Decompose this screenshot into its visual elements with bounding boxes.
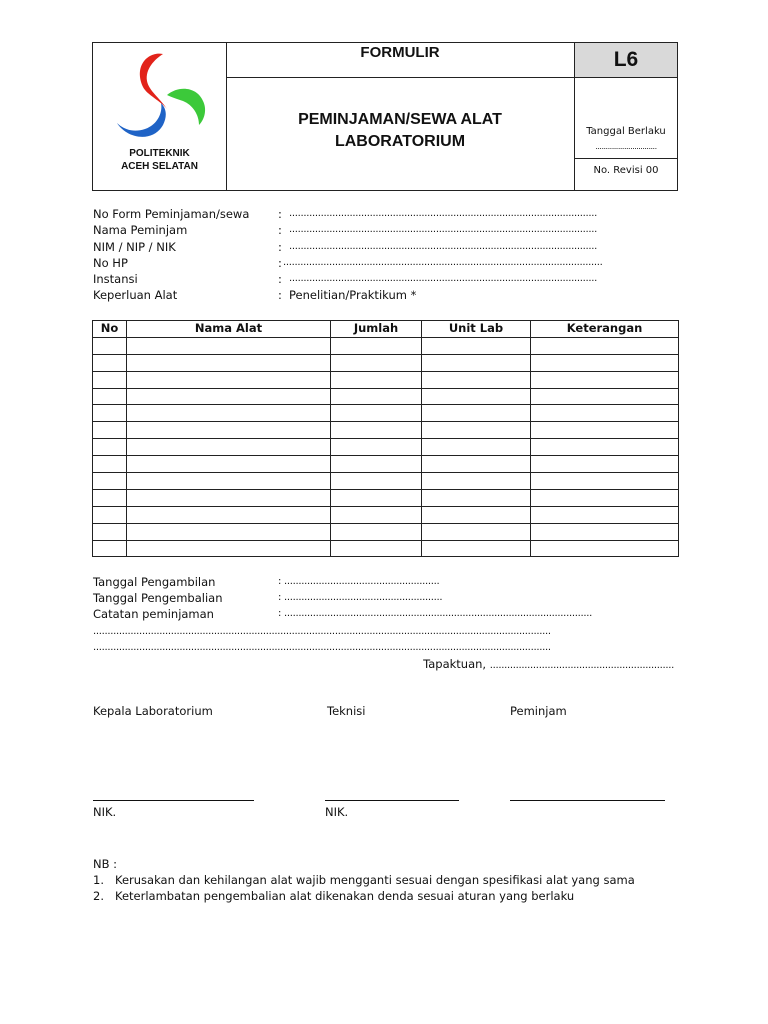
form-number-input[interactable]: ........................................................................................................... xyxy=(289,208,598,219)
title-line1: PEMINJAMAN/SEWA ALAT xyxy=(298,111,502,128)
cell-lab-unit[interactable] xyxy=(422,422,531,439)
cell-remarks[interactable] xyxy=(531,489,679,506)
cell-lab-unit[interactable] xyxy=(422,388,531,405)
table-row xyxy=(93,405,679,422)
cell-no[interactable] xyxy=(93,439,127,456)
field-pickup-date xyxy=(93,574,683,590)
cell-lab-unit[interactable] xyxy=(422,439,531,456)
header-divider xyxy=(226,77,677,78)
signature-line-head-lab[interactable] xyxy=(93,800,254,801)
cell-quantity[interactable] xyxy=(331,439,422,456)
cell-no[interactable] xyxy=(93,473,127,490)
cell-no[interactable] xyxy=(93,405,127,422)
note-text: Kerusakan dan kehilangan alat wajib mengganti sesuai dengan spesifikasi alat yang sama xyxy=(115,873,635,887)
column-header-no: No xyxy=(93,321,127,338)
cell-lab-unit[interactable] xyxy=(422,456,531,473)
cell-equipment-name[interactable] xyxy=(127,371,331,388)
cell-quantity[interactable] xyxy=(331,354,422,371)
table-row xyxy=(93,337,679,354)
cell-quantity[interactable] xyxy=(331,405,422,422)
form-label: FORMULIR xyxy=(360,44,440,61)
table-row xyxy=(93,473,679,490)
table-header-row xyxy=(93,321,679,338)
cell-remarks[interactable] xyxy=(531,388,679,405)
nik-label-head-lab: NIK. xyxy=(93,805,117,819)
field-separator: : xyxy=(278,223,282,237)
table-row xyxy=(93,506,679,523)
note-text: Keterlambatan pengembalian alat dikenakan denda sesuai aturan yang berlaku xyxy=(115,889,575,903)
cell-remarks[interactable] xyxy=(531,422,679,439)
cell-no[interactable] xyxy=(93,540,127,557)
field-label: Nama Peminjam xyxy=(93,223,188,237)
cell-remarks[interactable] xyxy=(531,540,679,557)
field-loan-notes xyxy=(93,606,683,622)
field-form-number xyxy=(93,206,683,222)
place-label: Tapaktuan, xyxy=(423,657,487,671)
borrower-name-input[interactable]: ........................................................................................................... xyxy=(289,224,598,235)
document-code: L6 xyxy=(575,43,677,77)
cell-quantity[interactable] xyxy=(331,422,422,439)
cell-equipment-name[interactable] xyxy=(127,337,331,354)
cell-no[interactable] xyxy=(93,388,127,405)
field-separator: : xyxy=(278,256,282,270)
field-separator: : xyxy=(278,207,282,221)
header-divider xyxy=(574,158,677,159)
cell-no[interactable] xyxy=(93,354,127,371)
loan-notes-line[interactable]: ............................................................................................................................................................... xyxy=(93,642,551,653)
cell-no[interactable] xyxy=(93,456,127,473)
column-header-equipment-name: Nama Alat xyxy=(127,321,331,338)
field-separator: : xyxy=(278,288,282,302)
cell-lab-unit[interactable] xyxy=(422,405,531,422)
cell-equipment-name[interactable] xyxy=(127,540,331,557)
cell-equipment-name[interactable] xyxy=(127,456,331,473)
cell-no[interactable] xyxy=(93,489,127,506)
table-row xyxy=(93,439,679,456)
field-purpose xyxy=(93,287,683,303)
cell-equipment-name[interactable] xyxy=(127,354,331,371)
column-header-quantity: Jumlah xyxy=(331,321,422,338)
note-number: 2. xyxy=(93,889,104,903)
cell-quantity[interactable] xyxy=(331,371,422,388)
cell-quantity[interactable] xyxy=(331,456,422,473)
cell-remarks[interactable] xyxy=(531,371,679,388)
column-header-remarks: Keterangan xyxy=(531,321,679,338)
place-date-input[interactable]: ................................................................ xyxy=(489,660,674,671)
cell-remarks[interactable] xyxy=(531,506,679,523)
field-label: Keperluan Alat xyxy=(93,288,178,302)
cell-quantity[interactable] xyxy=(331,337,422,354)
table-row xyxy=(93,489,679,506)
effective-date-label: Tanggal Berlaku xyxy=(586,126,666,137)
field-borrower-name xyxy=(93,222,683,238)
table-row xyxy=(93,371,679,388)
field-return-date xyxy=(93,590,683,606)
institution-line2: ACEH SELATAN xyxy=(121,161,198,172)
institution-line1: POLITEKNIK xyxy=(129,148,190,159)
cell-lab-unit[interactable] xyxy=(422,371,531,388)
field-label: No HP xyxy=(93,256,128,270)
cell-quantity[interactable] xyxy=(331,523,422,540)
field-separator: : xyxy=(278,272,282,286)
cell-equipment-name[interactable] xyxy=(127,523,331,540)
field-institution xyxy=(93,271,683,287)
cell-no[interactable] xyxy=(93,506,127,523)
cell-equipment-name[interactable] xyxy=(127,473,331,490)
signature-label-borrower: Peminjam xyxy=(510,704,567,718)
institution-name xyxy=(93,147,226,173)
field-label: No Form Peminjaman/sewa xyxy=(93,207,250,221)
return-date-input[interactable]: : ....................................................... xyxy=(278,592,443,603)
cell-lab-unit[interactable] xyxy=(422,489,531,506)
cell-equipment-name[interactable] xyxy=(127,405,331,422)
institution-logo-icon xyxy=(113,51,207,141)
cell-equipment-name[interactable] xyxy=(127,439,331,456)
cell-lab-unit[interactable] xyxy=(422,337,531,354)
id-number-input[interactable]: ........................................................................................................... xyxy=(289,241,598,252)
cell-equipment-name[interactable] xyxy=(127,506,331,523)
cell-remarks[interactable] xyxy=(531,456,679,473)
signature-label-head-lab: Kepala Laboratorium xyxy=(93,704,213,718)
nik-label-technician: NIK. xyxy=(325,805,349,819)
document-header xyxy=(92,42,678,191)
field-separator: : xyxy=(278,240,282,254)
field-label: Tanggal Pengembalian xyxy=(93,591,223,605)
cell-remarks[interactable] xyxy=(531,439,679,456)
revision-number: No. Revisi 00 xyxy=(593,165,659,176)
institution-input[interactable]: ........................................................................................................... xyxy=(289,273,598,284)
cell-quantity[interactable] xyxy=(331,506,422,523)
cell-remarks[interactable] xyxy=(531,354,679,371)
cell-quantity[interactable] xyxy=(331,489,422,506)
loan-notes-input[interactable]: : ........................................................................................................... xyxy=(278,608,592,619)
title-line2: LABORATORIUM xyxy=(334,133,466,150)
table-row xyxy=(93,456,679,473)
table-row xyxy=(93,354,679,371)
cell-lab-unit[interactable] xyxy=(422,473,531,490)
cell-remarks[interactable] xyxy=(531,337,679,354)
pickup-date-input[interactable]: : ...................................................... xyxy=(278,576,440,587)
document-title xyxy=(226,109,574,153)
signature-line-borrower[interactable] xyxy=(510,800,665,801)
cell-remarks[interactable] xyxy=(531,523,679,540)
equipment-table xyxy=(92,320,679,557)
cell-remarks[interactable] xyxy=(531,473,679,490)
note-number: 1. xyxy=(93,873,104,887)
cell-lab-unit[interactable] xyxy=(422,354,531,371)
cell-equipment-name[interactable] xyxy=(127,489,331,506)
cell-lab-unit[interactable] xyxy=(422,506,531,523)
phone-input[interactable]: ............................................................................................................... xyxy=(283,257,603,268)
cell-quantity[interactable] xyxy=(331,388,422,405)
cell-equipment-name[interactable] xyxy=(127,388,331,405)
column-header-lab-unit: Unit Lab xyxy=(422,321,531,338)
cell-quantity[interactable] xyxy=(331,540,422,557)
field-label: NIM / NIP / NIK xyxy=(93,240,176,254)
purpose-value[interactable]: Penelitian/Praktikum * xyxy=(289,288,417,302)
field-id-number xyxy=(93,239,683,255)
table-row xyxy=(93,388,679,405)
cell-no[interactable] xyxy=(93,337,127,354)
field-label: Instansi xyxy=(93,272,138,286)
place-date xyxy=(423,657,674,671)
table-row xyxy=(93,422,679,439)
field-phone xyxy=(93,255,683,271)
cell-no[interactable] xyxy=(93,422,127,439)
signature-line-technician[interactable] xyxy=(325,800,459,801)
cell-lab-unit[interactable] xyxy=(422,523,531,540)
cell-lab-unit[interactable] xyxy=(422,540,531,557)
cell-equipment-name[interactable] xyxy=(127,422,331,439)
effective-date-value: .............................. xyxy=(595,142,657,151)
field-label: Tanggal Pengambilan xyxy=(93,575,216,589)
loan-notes-line[interactable]: ............................................................................................................................................................... xyxy=(93,626,551,637)
signature-label-technician: Teknisi xyxy=(327,704,366,718)
cell-remarks[interactable] xyxy=(531,405,679,422)
notes-heading: NB : xyxy=(93,857,118,871)
table-row xyxy=(93,523,679,540)
cell-quantity[interactable] xyxy=(331,473,422,490)
field-label: Catatan peminjaman xyxy=(93,607,214,621)
cell-no[interactable] xyxy=(93,371,127,388)
table-row xyxy=(93,540,679,557)
cell-no[interactable] xyxy=(93,523,127,540)
